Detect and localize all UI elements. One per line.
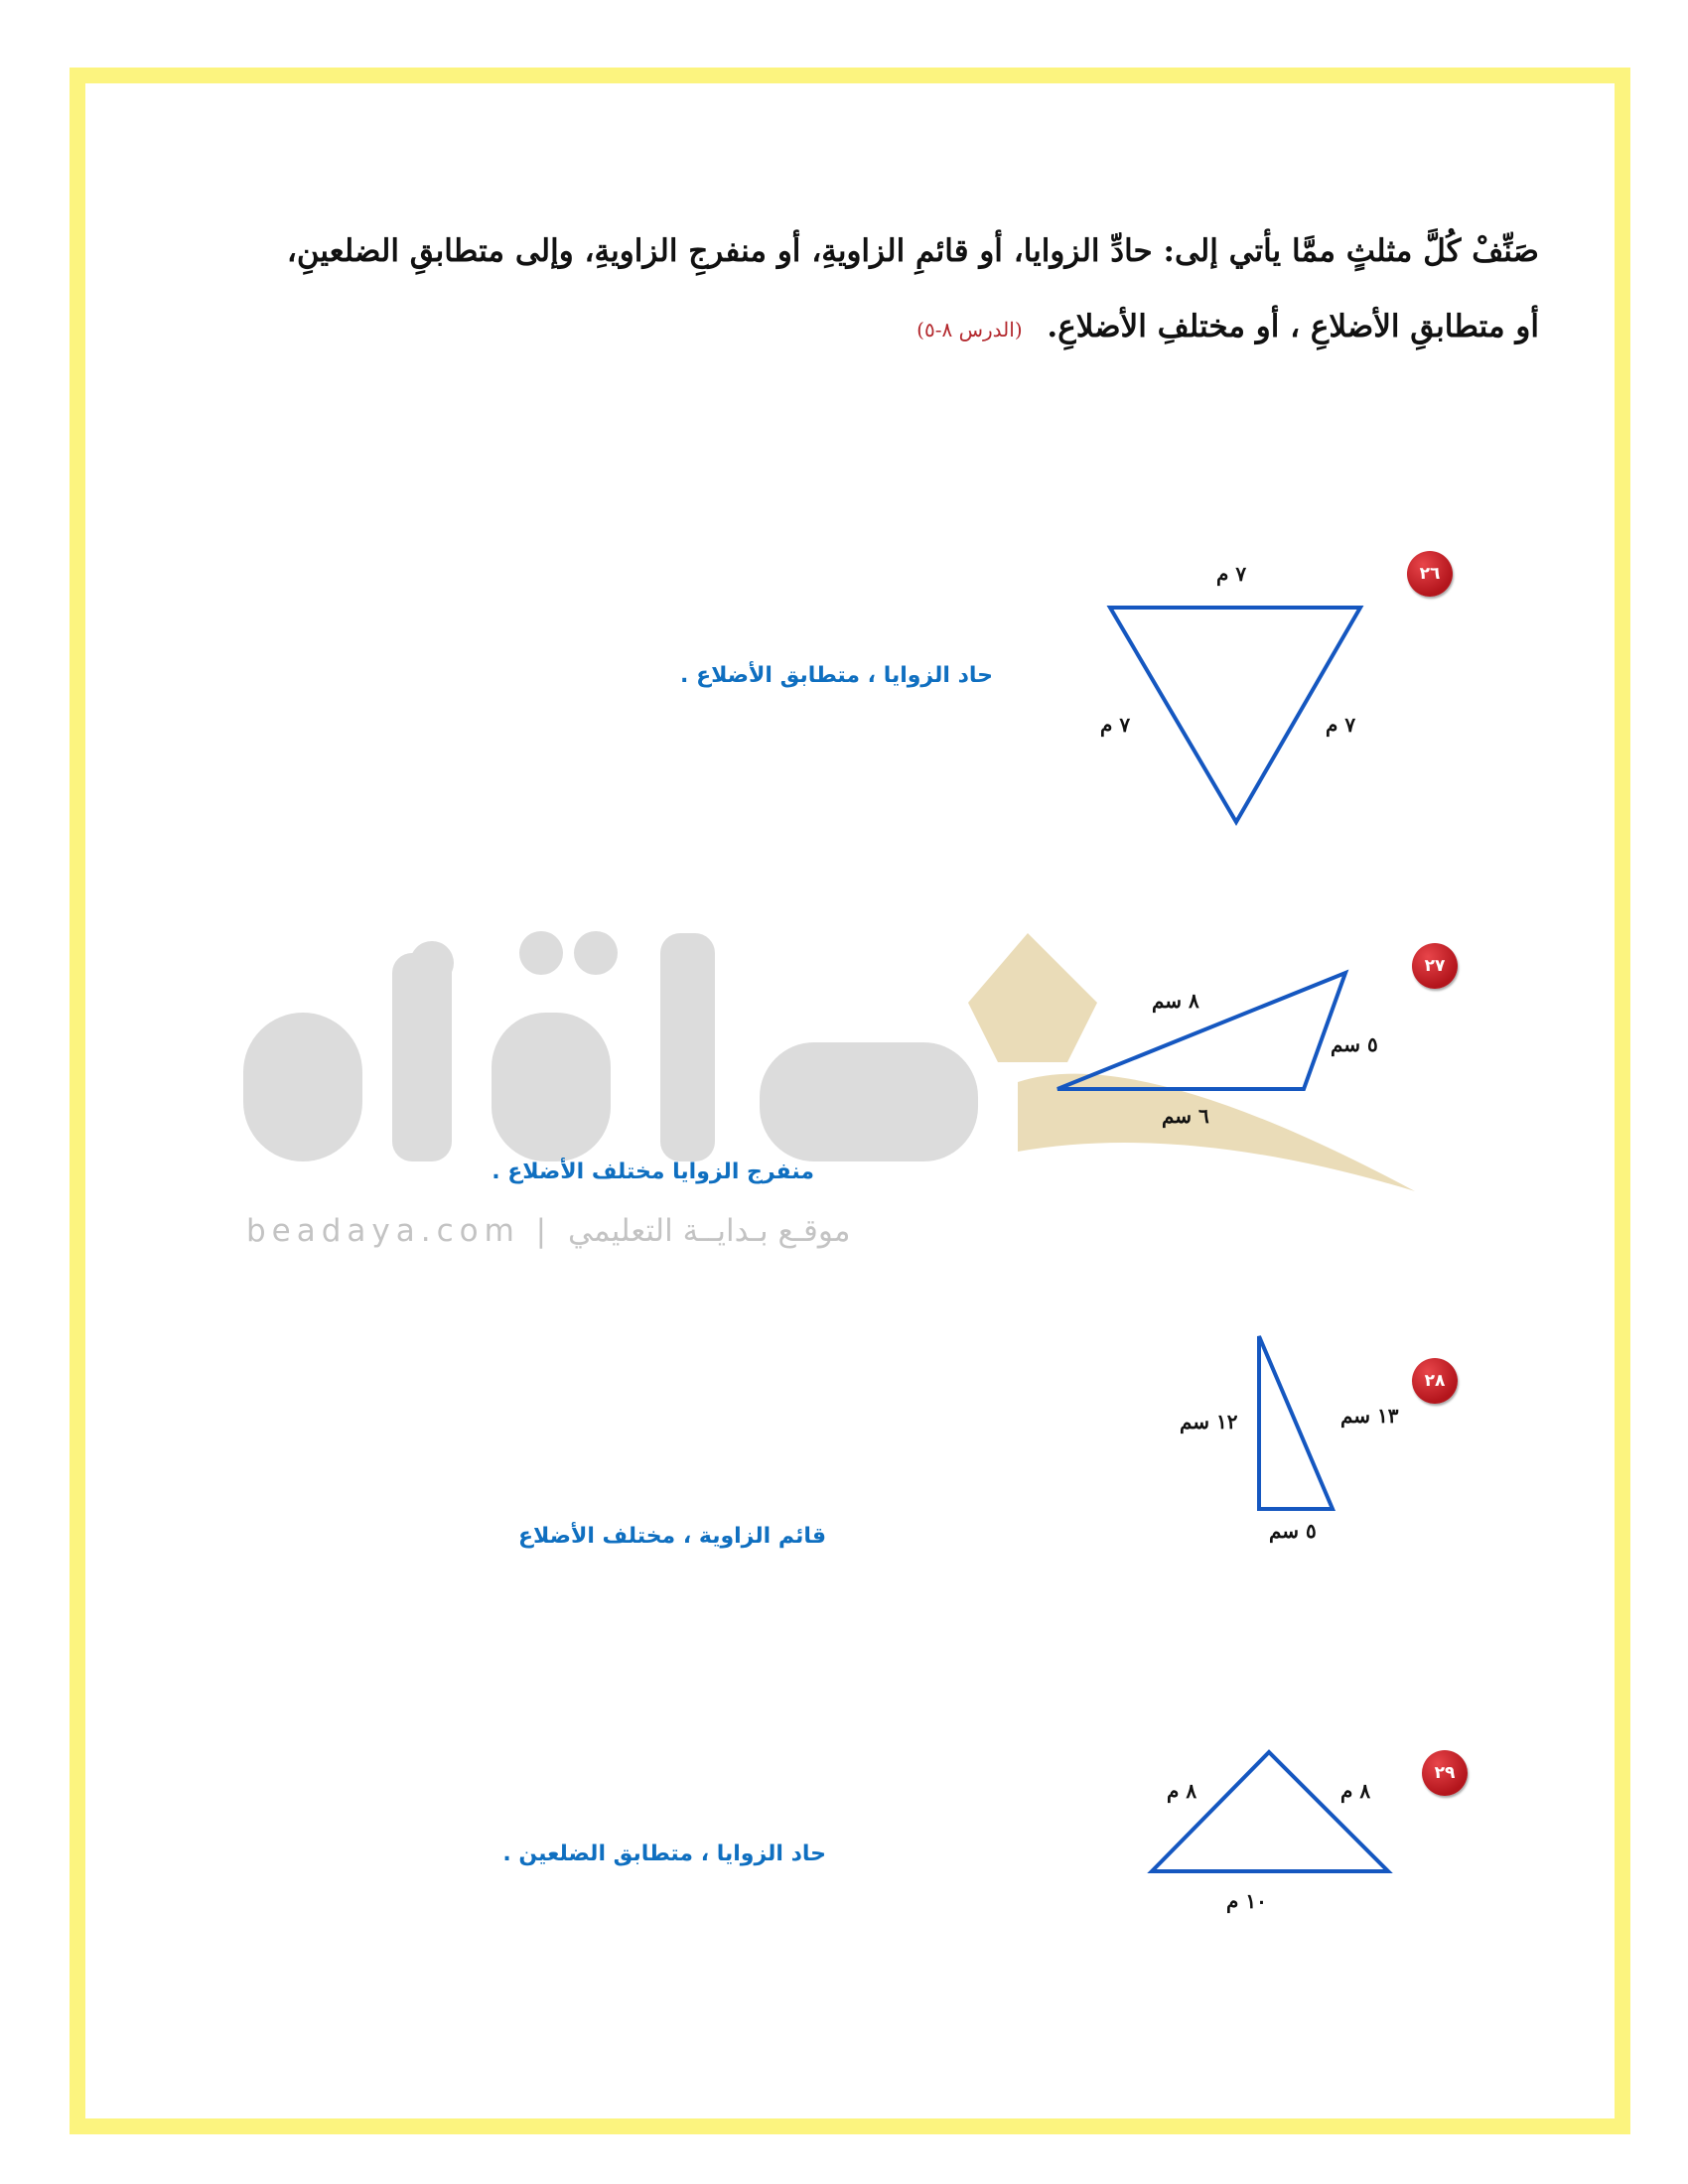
side-label: ٨ م (1167, 1779, 1197, 1803)
answer-text: حاد الزوايا ، متطابق الضلعين . (502, 1842, 826, 1866)
exercise-number-badge: ٢٦ (1407, 551, 1453, 597)
lesson-reference: (الدرس ٨-٥) (916, 318, 1023, 341)
side-label: ٥ سم (1269, 1519, 1317, 1543)
side-label: ٧ م (1326, 713, 1356, 737)
answer-text: قائم الزاوية ، مختلف الأضلاع (517, 1524, 826, 1549)
exercise-number-badge: ٢٨ (1412, 1358, 1458, 1404)
exercise-number-badge: ٢٩ (1422, 1750, 1468, 1796)
instructions-line-1: صَنِّفْ كُلَّ مثلثٍ ممَّا يأتي إلى: حادِّ الزوايا، أو قائمِ الزاويةِ، أو منفرجِ الزاويةِ، وإلى متطابقِ الضلعينِ، (286, 233, 1539, 269)
side-label: ٥ سم (1331, 1032, 1378, 1056)
side-label: ٧ م (1100, 713, 1131, 737)
answer-text: حاد الزوايا ، متطابق الأضلاع . (680, 663, 993, 688)
exercise-number-badge: ٢٧ (1412, 943, 1458, 989)
instructions-line-2-text: أو متطابقِ الأضلاعِ ، أو مختلفِ الأضلاعِ. (1047, 309, 1539, 344)
side-label: ٨ سم (1152, 989, 1199, 1013)
side-label: ١٠ م (1226, 1889, 1267, 1913)
side-label: ٦ سم (1162, 1104, 1209, 1128)
side-label: ٨ م (1340, 1779, 1371, 1803)
side-label: ١٣ سم (1340, 1404, 1399, 1428)
answer-text: منفرج الزوايا مختلف الأضلاع . (492, 1160, 814, 1184)
side-label: ١٢ سم (1180, 1410, 1238, 1433)
watermark-text: beadaya.com | موقـع بـدايــة التعليمي (246, 1213, 851, 1249)
side-label: ٧ م (1216, 562, 1247, 586)
